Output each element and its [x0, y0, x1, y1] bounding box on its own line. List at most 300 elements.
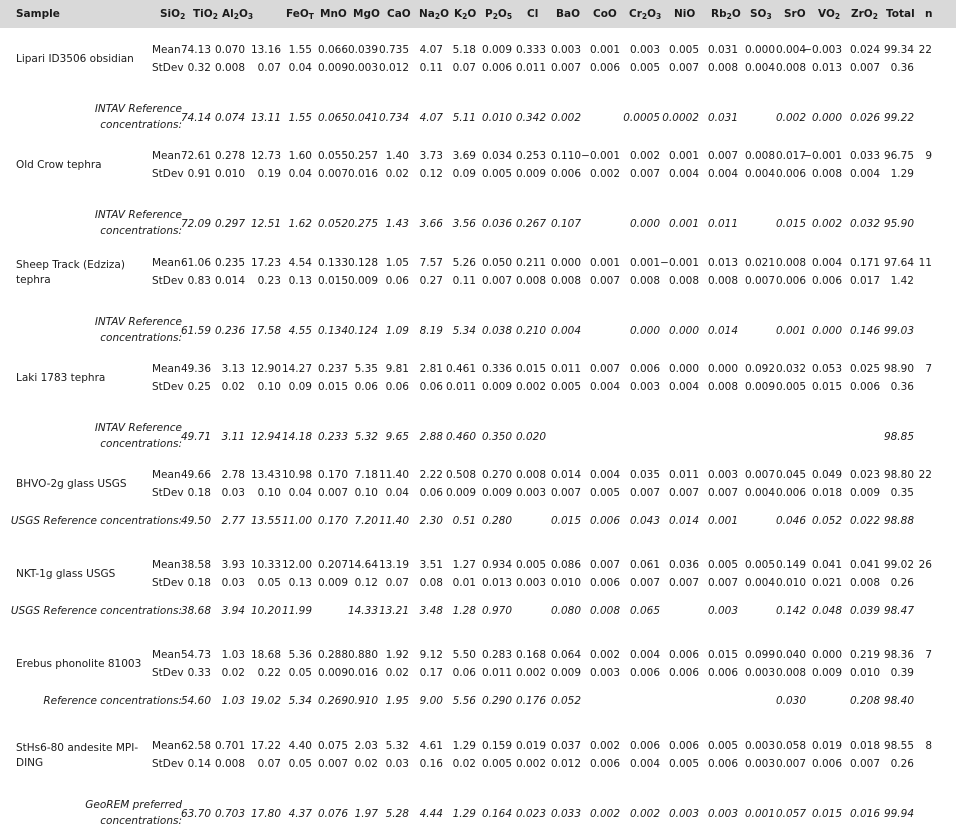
reference-value: 4.07 [419, 112, 443, 124]
stdev-value: 0.015 [317, 275, 348, 287]
stdev-value: 0.05 [288, 758, 312, 770]
stdev-value: 1.42 [890, 275, 914, 287]
reference-value: 0.076 [317, 808, 348, 820]
mean-value: 0.880 [347, 649, 378, 661]
stdev-value: 0.015 [811, 381, 842, 393]
reference-value: 0.142 [775, 605, 806, 617]
reference-value: 1.29 [452, 808, 476, 820]
stdev-value: 0.006 [775, 275, 806, 287]
mean-value: 12.73 [250, 150, 281, 162]
reference-value: 0.275 [347, 218, 378, 230]
stdev-value: 0.22 [257, 667, 281, 679]
reference-value: 5.32 [354, 431, 378, 443]
stdev-value: 0.018 [811, 487, 842, 499]
stdev-value: 0.13 [288, 275, 312, 287]
stdev-label: StDev [152, 168, 184, 180]
mean-value: 1.05 [385, 257, 409, 269]
mean-value: 1.29 [452, 740, 476, 752]
stdev-value: 0.009 [744, 381, 775, 393]
mean-value: 0.013 [707, 257, 738, 269]
n-value: 22 [918, 469, 932, 481]
reference-label: concentrations: [100, 225, 182, 237]
column-header [387, 8, 411, 20]
mean-value: 0.003 [744, 740, 775, 752]
sample-name: tephra [16, 274, 51, 286]
header-text: O [467, 8, 477, 20]
stdev-value: 0.10 [257, 487, 281, 499]
reference-value: 0.016 [849, 808, 880, 820]
stdev-value: 0.09 [452, 168, 476, 180]
header-text: P [485, 8, 493, 20]
stdev-value: 0.004 [589, 381, 620, 393]
stdev-value: 0.007 [317, 758, 348, 770]
column-header [320, 8, 347, 20]
stdev-value: 0.12 [354, 577, 378, 589]
reference-value: 0.003 [668, 808, 699, 820]
header-text: Cl [527, 8, 539, 20]
stdev-value: 0.006 [589, 577, 620, 589]
mean-value: 14.27 [281, 363, 312, 375]
mean-value: 99.02 [883, 559, 914, 571]
reference-value: 99.03 [883, 325, 914, 337]
stdev-value: 0.16 [419, 758, 443, 770]
reference-value: 0.146 [849, 325, 880, 337]
stdev-value: 0.012 [550, 758, 581, 770]
reference-value: 0.031 [707, 112, 738, 124]
reference-value: 5.28 [385, 808, 409, 820]
stdev-value: 0.006 [707, 667, 738, 679]
header-text: Al [222, 8, 234, 20]
stdev-label: StDev [152, 62, 184, 74]
header-subscript: 2 [180, 12, 186, 21]
stdev-value: 0.007 [668, 62, 699, 74]
header-text: TiO [193, 8, 213, 20]
header-text: Sample [16, 8, 60, 20]
stdev-value: 0.006 [775, 487, 806, 499]
stdev-value: 0.007 [589, 275, 620, 287]
sample-name: Lipari ID3506 obsidian [16, 53, 134, 65]
mean-value: 3.93 [221, 559, 245, 571]
mean-value: 54.73 [180, 649, 211, 661]
reference-value: 0.020 [515, 431, 546, 443]
mean-value: 0.004 [811, 257, 842, 269]
reference-label: USGS Reference concentrations: [10, 605, 182, 617]
n-value: 7 [925, 649, 932, 661]
stdev-value: 0.008 [214, 758, 245, 770]
mean-value: 0.110 [550, 150, 581, 162]
header-text: O [497, 8, 507, 20]
stdev-value: 0.009 [445, 487, 476, 499]
header-text: CoO [593, 8, 617, 20]
mean-value: 7.18 [354, 469, 378, 481]
stdev-value: 0.07 [385, 577, 409, 589]
mean-value: 1.40 [385, 150, 409, 162]
header-row [0, 0, 956, 28]
reference-value: 5.11 [452, 112, 476, 124]
stdev-value: 0.83 [187, 275, 211, 287]
sample-name: BHVO-2g glass USGS [16, 478, 127, 490]
header-text: MgO [353, 8, 380, 20]
mean-value: 0.040 [775, 649, 806, 661]
mean-value: 0.034 [481, 150, 512, 162]
mean-value: 0.008 [775, 257, 806, 269]
mean-value: 0.128 [347, 257, 378, 269]
mean-value: 0.005 [668, 44, 699, 56]
column-header [711, 8, 741, 20]
stdev-value: 0.08 [419, 577, 443, 589]
stdev-label: StDev [152, 275, 184, 287]
mean-value: 0.508 [445, 469, 476, 481]
stdev-value: 0.008 [849, 577, 880, 589]
column-header [784, 8, 806, 20]
header-text: MnO [320, 8, 347, 20]
mean-value: 0.001 [589, 44, 620, 56]
mean-value: 0.041 [849, 559, 880, 571]
mean-value: 0.006 [668, 649, 699, 661]
reference-value: 3.94 [221, 605, 245, 617]
reference-value: 72.09 [180, 218, 211, 230]
stdev-value: 0.004 [744, 168, 775, 180]
reference-value: 0.022 [849, 515, 880, 527]
mean-value: 99.34 [883, 44, 914, 56]
stdev-value: 0.005 [481, 758, 512, 770]
column-header [527, 8, 538, 20]
stdev-value: 0.006 [811, 275, 842, 287]
mean-value: 0.257 [347, 150, 378, 162]
reference-value: 4.44 [419, 808, 443, 820]
stdev-value: 0.12 [419, 168, 443, 180]
mean-value: 4.40 [288, 740, 312, 752]
column-header [485, 8, 512, 20]
stdev-value: 0.008 [775, 667, 806, 679]
reference-value: 4.55 [288, 325, 312, 337]
reference-value: 9.00 [419, 695, 443, 707]
mean-value: 1.92 [385, 649, 409, 661]
stdev-value: 0.009 [515, 168, 546, 180]
mean-value: 0.000 [744, 44, 775, 56]
stdev-value: 0.008 [515, 275, 546, 287]
mean-value: 0.283 [481, 649, 512, 661]
stdev-value: 0.007 [481, 275, 512, 287]
sample-name: NKT-1g glass USGS [16, 568, 116, 580]
mean-value: 0.017 [775, 150, 806, 162]
column-header [851, 8, 878, 20]
reference-value: 13.21 [378, 605, 409, 617]
stdev-value: 0.005 [481, 168, 512, 180]
header-subscript: 5 [506, 12, 513, 21]
mean-value: 97.64 [883, 257, 914, 269]
mean-label: Mean [152, 44, 181, 56]
reference-value: 0.002 [589, 808, 620, 820]
stdev-value: 0.008 [707, 381, 738, 393]
reference-value: 0.014 [668, 515, 699, 527]
reference-value: 0.043 [629, 515, 660, 527]
mean-value: 1.55 [288, 44, 312, 56]
header-text: Rb [711, 8, 727, 20]
stdev-value: 0.11 [419, 62, 443, 74]
header-text: NiO [674, 8, 696, 20]
reference-value: 0.065 [629, 605, 660, 617]
reference-value: 1.95 [385, 695, 409, 707]
stdev-value: 0.006 [775, 168, 806, 180]
reference-value: 0.164 [481, 808, 512, 820]
stdev-value: 0.007 [550, 487, 581, 499]
stdev-value: 0.006 [589, 758, 620, 770]
reference-value: 2.30 [419, 515, 443, 527]
header-text: ZrO [851, 8, 873, 20]
mean-value: 0.007 [589, 559, 620, 571]
mean-value: 13.19 [378, 559, 409, 571]
mean-value: 0.086 [550, 559, 581, 571]
reference-value: 0.039 [849, 605, 880, 617]
stdev-value: 0.26 [890, 577, 914, 589]
reference-value: 0.51 [452, 515, 476, 527]
mean-value: 12.90 [250, 363, 281, 375]
stdev-value: 0.17 [419, 667, 443, 679]
mean-value: 10.33 [250, 559, 281, 571]
header-text: O [238, 8, 248, 20]
stdev-value: 0.07 [257, 758, 281, 770]
stdev-value: 0.02 [221, 381, 245, 393]
stdev-value: 0.009 [550, 667, 581, 679]
mean-value: 0.001 [668, 150, 699, 162]
reference-value: 0.033 [550, 808, 581, 820]
stdev-value: 0.04 [385, 487, 409, 499]
mean-label: Mean [152, 649, 181, 661]
stdev-value: 0.005 [668, 758, 699, 770]
mean-value: 0.002 [589, 740, 620, 752]
stdev-value: 0.006 [849, 381, 880, 393]
stdev-value: 0.009 [481, 381, 512, 393]
stdev-value: 0.26 [890, 758, 914, 770]
reference-label: concentrations: [100, 815, 182, 827]
mean-value: 0.041 [811, 559, 842, 571]
stdev-value: 0.004 [629, 758, 660, 770]
mean-value: 9.81 [385, 363, 409, 375]
stdev-value: 0.009 [811, 667, 842, 679]
header-text: O [731, 8, 741, 20]
header-subscript: 2 [492, 12, 498, 21]
reference-value: 0.008 [589, 605, 620, 617]
mean-value: 0.009 [481, 44, 512, 56]
reference-value: 0.023 [515, 808, 546, 820]
mean-label: Mean [152, 740, 181, 752]
mean-value: 0.099 [744, 649, 775, 661]
reference-value: 17.58 [250, 325, 281, 337]
reference-label: INTAV Reference [94, 209, 182, 221]
mean-value: 0.005 [515, 559, 546, 571]
mean-value: 0.092 [744, 363, 775, 375]
sample-name: Laki 1783 tephra [16, 372, 106, 384]
n-value: 22 [918, 44, 932, 56]
mean-value: 0.168 [515, 649, 546, 661]
mean-label: Mean [152, 257, 181, 269]
n-value: 9 [925, 150, 932, 162]
reference-value: 63.70 [180, 808, 211, 820]
mean-value: 0.053 [811, 363, 842, 375]
stdev-value: 0.007 [849, 62, 880, 74]
stdev-value: 0.009 [317, 62, 348, 74]
mean-value: 96.75 [883, 150, 914, 162]
sample-name: Old Crow tephra [16, 159, 102, 171]
mean-value: 0.025 [849, 363, 880, 375]
mean-value: 2.78 [221, 469, 245, 481]
mean-value: 0.037 [550, 740, 581, 752]
stdev-value: 0.008 [811, 168, 842, 180]
column-header [674, 8, 695, 20]
stdev-value: 0.14 [187, 758, 211, 770]
column-header [419, 8, 449, 20]
mean-value: 0.006 [629, 740, 660, 752]
mean-value: 0.461 [445, 363, 476, 375]
reference-value: 1.62 [288, 218, 312, 230]
stdev-value: 0.18 [187, 577, 211, 589]
stdev-value: 0.012 [378, 62, 409, 74]
stdev-value: 0.23 [257, 275, 281, 287]
header-text: BaO [556, 8, 581, 20]
mean-value: 0.278 [214, 150, 245, 162]
reference-value: 0.052 [811, 515, 842, 527]
header-subscript: 2 [462, 12, 468, 21]
reference-label: concentrations: [100, 332, 182, 344]
mean-value: 98.36 [883, 649, 914, 661]
reference-value: 17.80 [250, 808, 281, 820]
mean-value: 0.011 [550, 363, 581, 375]
column-header [16, 8, 60, 20]
mean-value: 10.98 [281, 469, 312, 481]
reference-value: 0.0002 [662, 112, 699, 124]
reference-value: 0.030 [775, 695, 806, 707]
reference-value: 14.18 [281, 431, 312, 443]
reference-value: 0.048 [811, 605, 842, 617]
stdev-value: 0.009 [849, 487, 880, 499]
reference-value: 0.052 [317, 218, 348, 230]
mean-value: 1.60 [288, 150, 312, 162]
mean-value: 0.004 [629, 649, 660, 661]
header-subscript: 2 [872, 12, 878, 21]
reference-label: USGS Reference concentrations: [10, 515, 182, 527]
mean-value: 0.018 [849, 740, 880, 752]
stdev-value: 0.007 [629, 487, 660, 499]
mean-value: 0.001 [629, 257, 660, 269]
reference-label: concentrations: [100, 119, 182, 131]
mean-value: 0.003 [629, 44, 660, 56]
reference-value: 0.036 [481, 218, 512, 230]
stdev-value: 0.006 [481, 62, 512, 74]
stdev-value: 0.006 [668, 667, 699, 679]
reference-value: 3.11 [221, 431, 245, 443]
stdev-value: 0.10 [354, 487, 378, 499]
reference-value: 0.074 [214, 112, 245, 124]
reference-value: 0.124 [347, 325, 378, 337]
reference-value: 7.20 [354, 515, 378, 527]
mean-value: 98.90 [883, 363, 914, 375]
mean-value: 0.005 [707, 740, 738, 752]
reference-value: 0.342 [515, 112, 546, 124]
stdev-value: 0.008 [214, 62, 245, 74]
reference-value: 0.057 [775, 808, 806, 820]
reference-value: 1.28 [452, 605, 476, 617]
mean-value: 5.26 [452, 257, 476, 269]
header-text: Na [419, 8, 435, 20]
mean-value: 4.07 [419, 44, 443, 56]
stdev-label: StDev [152, 487, 184, 499]
stdev-value: 0.13 [288, 577, 312, 589]
reference-value: 0.041 [347, 112, 378, 124]
reference-value: 0.001 [668, 218, 699, 230]
stdev-value: 0.25 [187, 381, 211, 393]
reference-value: 10.20 [250, 605, 281, 617]
reference-value: 0.290 [481, 695, 512, 707]
reference-value: 0.015 [811, 808, 842, 820]
stdev-value: 0.02 [452, 758, 476, 770]
stdev-value: 0.02 [221, 667, 245, 679]
column-header [629, 8, 661, 20]
reference-value: 0.026 [849, 112, 880, 124]
stdev-value: 0.016 [347, 168, 378, 180]
header-text: K [454, 8, 463, 20]
mean-value: 49.66 [180, 469, 211, 481]
reference-value: 0.910 [347, 695, 378, 707]
reference-value: 0.460 [445, 431, 476, 443]
mean-value: 5.35 [354, 363, 378, 375]
stdev-value: 0.36 [890, 62, 914, 74]
reference-value: 99.22 [883, 112, 914, 124]
mean-value: 72.61 [180, 150, 211, 162]
reference-value: 11.40 [378, 515, 409, 527]
mean-value: 13.16 [250, 44, 281, 56]
reference-value: 0.267 [515, 218, 546, 230]
mean-value: 0.075 [317, 740, 348, 752]
reference-value: 0.297 [214, 218, 245, 230]
stdev-value: 0.004 [744, 577, 775, 589]
reference-value: 12.51 [250, 218, 281, 230]
reference-value: 0.065 [317, 112, 348, 124]
reference-value: 0.107 [550, 218, 581, 230]
mean-value: 0.000 [707, 363, 738, 375]
stdev-value: 0.35 [890, 487, 914, 499]
mean-value: 0.253 [515, 150, 546, 162]
mean-value: 0.133 [317, 257, 348, 269]
mean-value: 3.73 [419, 150, 443, 162]
stdev-value: 0.009 [317, 667, 348, 679]
column-header [454, 8, 476, 20]
reference-value: 0.015 [550, 515, 581, 527]
stdev-value: 0.003 [629, 381, 660, 393]
reference-value: 0.134 [317, 325, 348, 337]
column-header [353, 8, 380, 20]
stdev-value: 0.005 [775, 381, 806, 393]
column-header [593, 8, 617, 20]
mean-value: 0.171 [849, 257, 880, 269]
mean-value: 0.019 [515, 740, 546, 752]
reference-value: 14.33 [347, 605, 378, 617]
stdev-value: 0.007 [317, 168, 348, 180]
mean-value: 2.03 [354, 740, 378, 752]
mean-value: 0.149 [775, 559, 806, 571]
stdev-value: 0.04 [288, 62, 312, 74]
header-subscript: 2 [233, 12, 239, 21]
stdev-value: 0.003 [515, 577, 546, 589]
stdev-value: 0.011 [445, 381, 476, 393]
mean-value: 17.23 [250, 257, 281, 269]
reference-value: 0.003 [707, 808, 738, 820]
header-text: SiO [160, 8, 181, 20]
reference-value: 0.011 [707, 218, 738, 230]
stdev-value: 0.008 [707, 275, 738, 287]
column-header [925, 8, 932, 20]
column-header [886, 8, 915, 20]
